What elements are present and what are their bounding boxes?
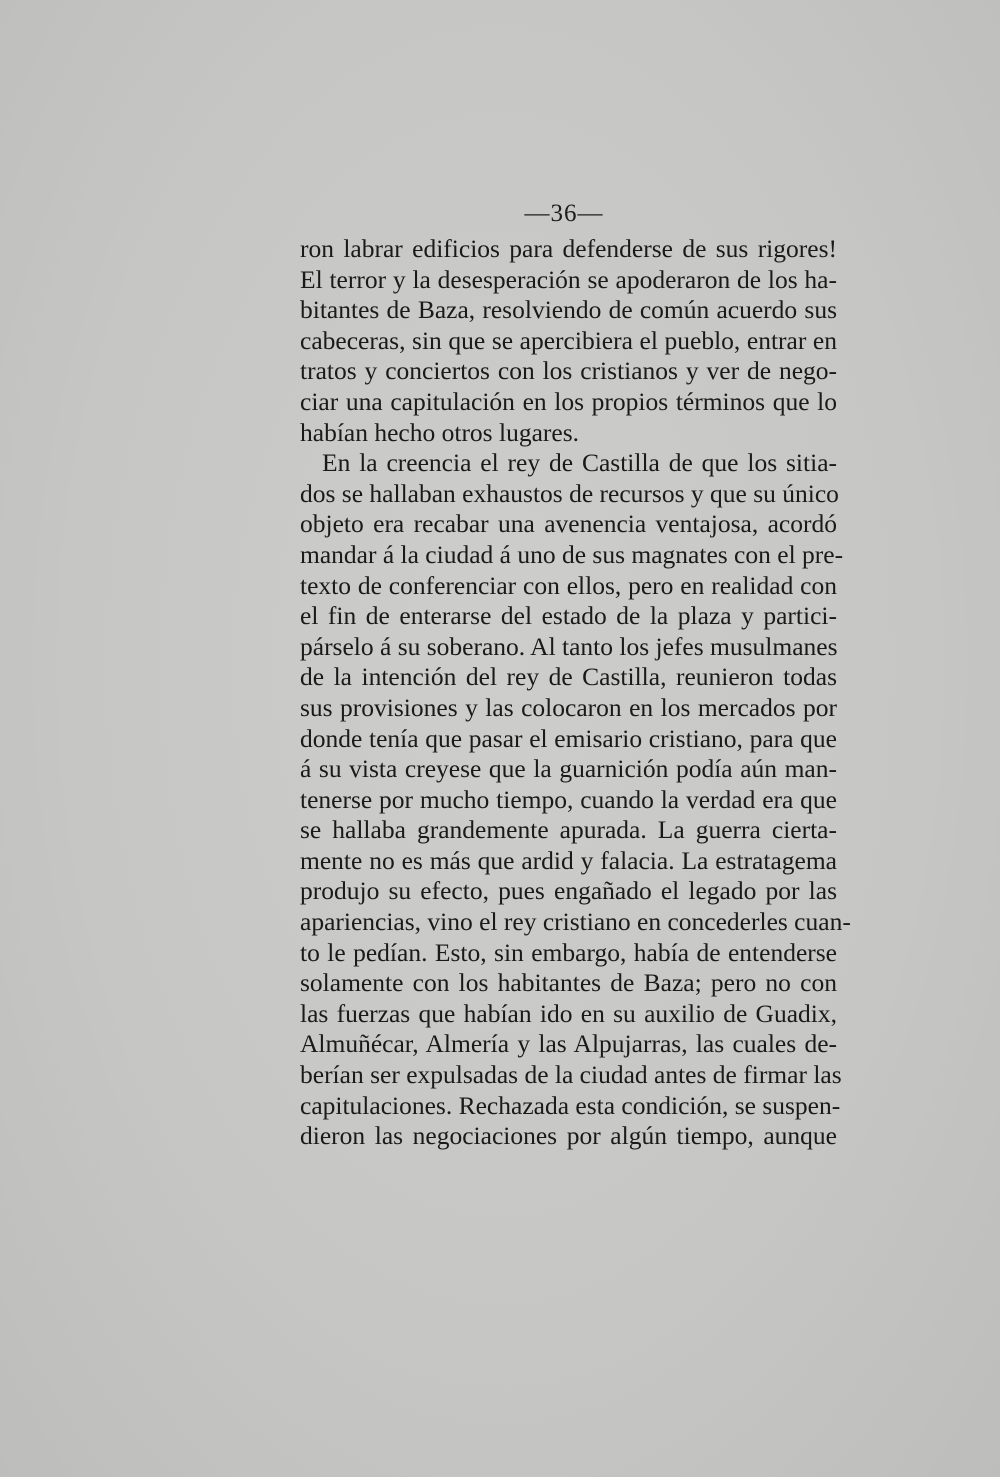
text-line: ron labrar edificios para defenderse de sus rigores!	[300, 234, 837, 263]
text-line: sus provisiones y las colocaron en los mercados por	[300, 692, 837, 722]
text-line: objeto era recabar una avenencia ventajosa, acordó	[300, 509, 837, 539]
text-line: mente no es más que ardid y falacia. La estratagema	[300, 845, 837, 875]
text-line: tenerse por mucho tiempo, cuando la verdad era que	[300, 784, 837, 814]
text-line: donde tenía que pasar el emisario cristiano, para que	[300, 723, 837, 753]
text-line: dieron las negociaciones por algún tiempo, aunque	[300, 1121, 837, 1151]
text-line: solamente con los habitantes de Baza; pero no con	[300, 968, 837, 998]
text-line: habían hecho otros lugares.	[300, 417, 579, 447]
page-number: —36—	[524, 200, 604, 227]
text-line: párselo á su soberano. Al tanto los jefes musulmanes	[300, 631, 838, 661]
text-line: tratos y conciertos con los cristianos y ver de nego-	[300, 356, 837, 386]
text-line: las fuerzas que habían ido en su auxilio de Guadix,	[300, 998, 837, 1028]
text-line: dos se hallaban exhaustos de recursos y que su único	[300, 478, 839, 508]
text-line: á su vista creyese que la guarnición podía aún man-	[300, 754, 837, 784]
text-line: se hallaba grandemente apurada. La guerra cierta-	[300, 815, 837, 845]
text-line: produjo su efecto, pues engañado el legado por las	[300, 876, 837, 906]
text-line: capitulaciones. Rechazada esta condición, se suspen-	[300, 1090, 841, 1120]
text-line: bitantes de Baza, resolviendo de común acuerdo sus	[300, 295, 837, 325]
text-line: mandar á la ciudad á uno de sus magnates con el pre-	[300, 539, 844, 569]
text-line: En la creencia el rey de Castilla de que los sitia-	[322, 448, 837, 478]
text-line: berían ser expulsadas de la ciudad antes de firmar las	[300, 1060, 842, 1090]
text-line: to le pedían. Esto, sin embargo, había de entenderse	[300, 937, 837, 967]
text-line: Almuñécar, Almería y las Alpujarras, las cuales de-	[300, 1029, 837, 1059]
text-line: apariencias, vino el rey cristiano en concederles cuan-	[300, 907, 851, 937]
text-line: ciar una capitulación en los propios términos que lo	[300, 386, 837, 416]
text-line: El terror y la desesperación se apoderaron de los ha-	[300, 264, 837, 294]
text-line: el fin de enterarse del estado de la plaza y partici-	[300, 601, 837, 631]
text-line: de la intención del rey de Castilla, reunieron todas	[300, 662, 837, 692]
body-text	[300, 234, 851, 1152]
text-line: texto de conferenciar con ellos, pero en realidad con	[300, 570, 837, 600]
text-line: cabeceras, sin que se apercibiera el pueblo, entrar en	[300, 325, 837, 355]
